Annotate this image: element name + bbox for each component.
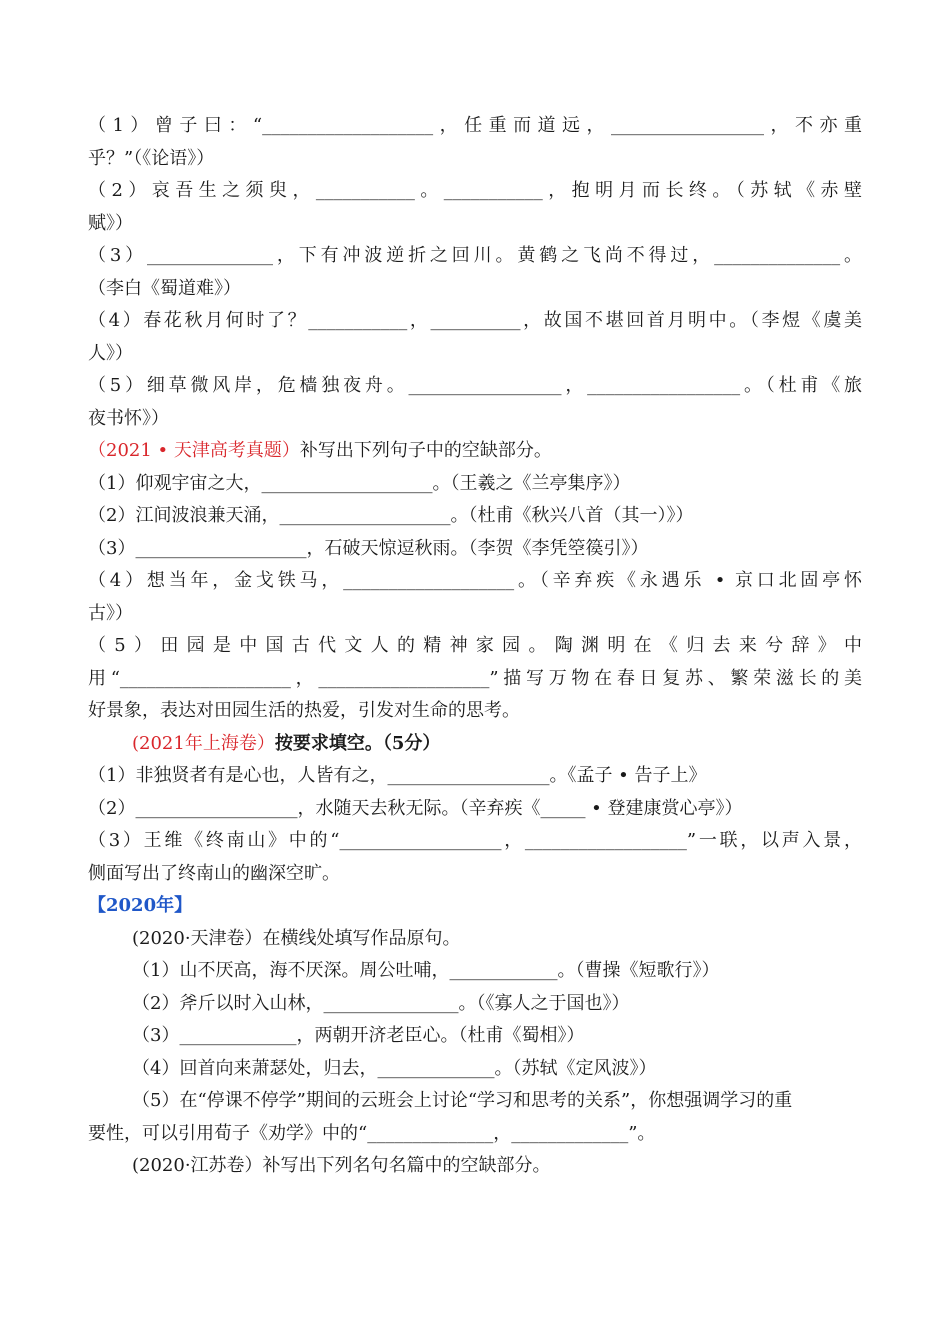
text-line: （1）非独贤者有是心也，人皆有之，__________________。《孟子 • 告子上》 (88, 765, 707, 786)
section-heading-shanghai-2021 (88, 728, 862, 761)
text-line: （2）斧斤以时入山林，_______________。（《寡人之于国也》） (132, 992, 630, 1014)
section-source-label: （2021 • 天津高考真题） (88, 440, 300, 461)
section-instruction: 补写出下列句子中的空缺部分。 (299, 440, 552, 461)
text-line: （3）______________，下有冲波逆折之回川。黄鹤之飞尚不得过，______________。 (88, 245, 862, 266)
text-line: （5）细草微风岸，危樯独夜舟。_________________，_________________。（杜甫《旅 (88, 375, 862, 396)
text-line: （1）曾子曰：“___________________，任重而道远，_________________，不亦重 (88, 115, 862, 136)
text-line: 人》） (88, 342, 133, 364)
text-line: 用“___________________，___________________”描写万物在春日复苏、繁荣滋长的美 (88, 667, 862, 689)
text-line: （5）在“停课不停学”期间的云班会上讨论“学习和思考的关系”，你想强调学习的重 (132, 1090, 793, 1111)
text-line: （3）王维《终南山》中的“__________________，__________________”一联，以声入景， (88, 830, 862, 851)
text-line: （3）_____________，两朝开济老臣心。（杜甫《蜀相》） (132, 1025, 585, 1046)
text-line: （4）想当年，金戈铁马，___________________。（辛弃疾《永遇乐 • 京口北固亭怀 (88, 570, 862, 591)
section-heading-tianjin-2021 (88, 435, 862, 468)
text-line: （2）江间波浪兼天涌，___________________。（杜甫《秋兴八首（其一）》） (88, 505, 694, 526)
text-line: （1）仰观宇宙之大，___________________。（王羲之《兰亭集序》） (88, 472, 631, 494)
text-line: （2）哀吾生之须臾，___________。___________，抱明月而长终。（苏轼《赤壁 (88, 180, 862, 201)
year-heading-2020: 【2020年】 (88, 895, 193, 916)
text-line: 夜书怀》） (88, 407, 169, 429)
text-line: 古》） (88, 602, 133, 624)
section-heading-jiangsu-2020: (2020·江苏卷）补写出下列名句名篇中的空缺部分。 (132, 1155, 551, 1176)
text-line: （李白《蜀道难》） (88, 277, 241, 299)
text-line: （4）春花秋月何时了？___________，__________，故国不堪回首月明中。（李煜《虞美 (88, 310, 862, 331)
text-line: （1）山不厌高，海不厌深。周公吐哺，____________。（曹操《短歌行》） (132, 960, 720, 981)
section-heading-tianjin-2020: (2020·天津卷）在横线处填写作品原句。 (132, 927, 461, 949)
text-line: 赋》） (88, 212, 133, 234)
document-body (88, 110, 862, 1183)
section-instruction: 按要求填空。（5分） (274, 732, 441, 754)
section-source-label: (2021年上海卷） (132, 732, 275, 754)
text-line: 侧面写出了终南山的幽深空旷。 (88, 862, 340, 884)
text-line: （4）回首向来萧瑟处，归去，_____________。（苏轼《定风波》） (132, 1057, 657, 1079)
text-line: 要性，可以引用荀子《劝学》中的“______________，_____________”。 (88, 1122, 656, 1144)
text-line: （3）___________________，石破天惊逗秋雨。（李贺《李凭箜篌引》） (88, 537, 649, 559)
text-line: 好景象，表达对田园生活的热爱，引发对生命的思考。 (88, 700, 520, 721)
text-line: 乎？”（《论语》） (88, 147, 215, 169)
text-line: （2）__________________，水随天去秋无际。（辛弃疾《_____ • 登建康赏心亭》） (88, 797, 743, 819)
text-line: （5）田园是中国古代文人的精神家园。陶渊明在《归去来兮辞》中 (88, 635, 862, 656)
